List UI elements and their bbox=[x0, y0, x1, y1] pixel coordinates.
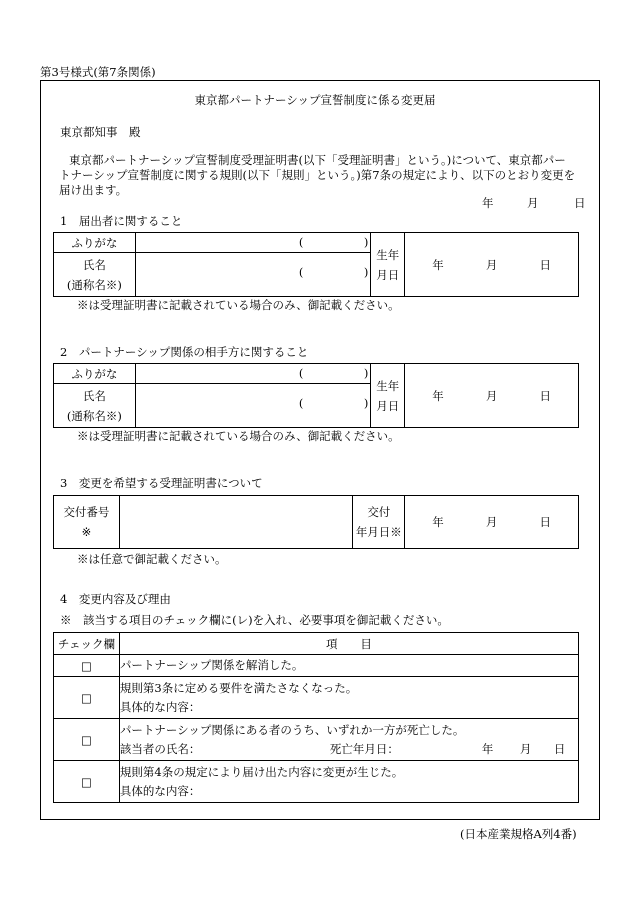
paren-open: ( bbox=[298, 235, 304, 249]
issue-day: 日 bbox=[539, 515, 551, 529]
birth-year: 年 bbox=[432, 257, 444, 272]
date-month: 月 bbox=[527, 196, 539, 210]
name-label: 氏名 bbox=[82, 257, 106, 272]
applicant-table bbox=[53, 232, 579, 297]
birth-label-line1: 生年 bbox=[376, 378, 400, 393]
date-day: 日 bbox=[574, 196, 586, 210]
item-requirements bbox=[119, 677, 578, 719]
paper-size-note: (日本産業規格A列4番) bbox=[460, 827, 577, 841]
checkbox-requirements[interactable]: □ bbox=[54, 677, 120, 719]
item-dissolved: パートナーシップ関係を解消した。 bbox=[119, 655, 578, 677]
item-deceased bbox=[119, 719, 578, 761]
birth-label-line2: 月日 bbox=[376, 267, 400, 282]
intro-line-2: トナーシップ宣誓制度に関する規則(以下「規則」という。)第7条の規定により、以下のとおり変更を bbox=[59, 168, 576, 182]
issue-date-label bbox=[353, 496, 405, 549]
item-requirements-text: 規則第3条に定める要件を満たさなくなった。 bbox=[119, 680, 358, 695]
paren-close: ) bbox=[363, 265, 369, 279]
partner-table bbox=[53, 363, 579, 428]
paren-open: ( bbox=[298, 265, 304, 279]
section4-heading: 4 変更内容及び理由 bbox=[60, 592, 171, 606]
col-check-header: チェック欄 bbox=[54, 633, 120, 655]
applicant-birth-label bbox=[371, 233, 405, 297]
item-content-change-text: 規則第4条の規定により届け出た内容に変更が生じた。 bbox=[119, 764, 404, 779]
birth-year: 年 bbox=[432, 388, 444, 403]
death-month: 月 bbox=[519, 741, 532, 756]
issue-number-label bbox=[54, 496, 120, 549]
partner-furigana-field[interactable] bbox=[135, 364, 370, 384]
partner-furigana-label: ふりがな bbox=[54, 364, 136, 384]
details-label[interactable]: 具体的な内容： bbox=[119, 699, 201, 714]
checkbox-dissolved[interactable]: □ bbox=[54, 655, 120, 677]
partner-birth-field[interactable] bbox=[405, 364, 579, 428]
details-label[interactable]: 具体的な内容： bbox=[119, 783, 201, 798]
death-date-label[interactable]: 死亡年月日： bbox=[329, 741, 399, 756]
alias-label: (通称名※) bbox=[66, 277, 122, 292]
paren-close: ) bbox=[363, 396, 369, 410]
addressee: 東京都知事 殿 bbox=[60, 125, 141, 139]
applicant-furigana-field[interactable] bbox=[135, 233, 370, 253]
partner-name-field[interactable] bbox=[135, 384, 370, 428]
paren-close: ) bbox=[363, 366, 369, 380]
section2-note: ※は受理証明書に記載されている場合のみ、御記載ください。 bbox=[77, 429, 400, 443]
applicant-name-field[interactable] bbox=[135, 253, 370, 297]
birth-label-line1: 生年 bbox=[376, 247, 400, 262]
issue-number-line1: 交付番号 bbox=[63, 505, 110, 519]
date-year: 年 bbox=[482, 196, 494, 210]
issue-date-field[interactable] bbox=[405, 496, 579, 549]
section2-heading: 2 パートナーシップ関係の相手方に関すること bbox=[60, 345, 309, 359]
form-number: 第3号様式(第7条関係) bbox=[40, 65, 156, 79]
partner-name-label bbox=[54, 384, 136, 428]
section3-heading: 3 変更を希望する受理証明書について bbox=[60, 476, 263, 490]
section1-heading: 1 届出者に関すること bbox=[60, 214, 183, 228]
checkbox-content-change[interactable]: □ bbox=[54, 761, 120, 803]
death-year: 年 bbox=[481, 741, 494, 756]
paren-close: ) bbox=[363, 235, 369, 249]
changes-table bbox=[53, 632, 579, 803]
issue-month: 月 bbox=[485, 515, 498, 529]
death-day: 日 bbox=[553, 741, 566, 756]
certificate-table bbox=[53, 495, 579, 549]
applicant-name-label bbox=[54, 253, 136, 297]
partner-birth-label bbox=[371, 364, 405, 428]
item-content-change bbox=[119, 761, 578, 803]
issue-number-line2: ※ bbox=[81, 525, 92, 539]
section3-note: ※は任意で御記載ください。 bbox=[77, 552, 227, 566]
birth-day: 日 bbox=[539, 388, 551, 403]
page-title: 東京都パートナーシップ宣誓制度に係る変更届 bbox=[194, 93, 436, 107]
alias-label: (通称名※) bbox=[66, 408, 122, 423]
applicant-furigana-label: ふりがな bbox=[54, 233, 136, 253]
col-item-header: 項 目 bbox=[119, 633, 578, 655]
item-deceased-text: パートナーシップ関係にある者のうち、いずれか一方が死亡した。 bbox=[119, 722, 465, 737]
birth-month: 月 bbox=[485, 257, 498, 272]
issue-date-line2: 年月日※ bbox=[355, 525, 402, 539]
paren-open: ( bbox=[298, 366, 304, 380]
issue-date-line1: 交付 bbox=[367, 505, 391, 519]
intro-line-3: 届け出ます。 bbox=[59, 183, 128, 197]
issue-number-field[interactable] bbox=[119, 496, 352, 549]
intro-line-1: 東京都パートナーシップ宣誓制度受理証明書(以下「受理証明書」という。)について、東京都パー bbox=[69, 153, 566, 167]
paren-open: ( bbox=[298, 396, 304, 410]
section4-instruction: ※ 該当する項目のチェック欄に(レ)を入れ、必要事項を御記載ください。 bbox=[60, 613, 449, 627]
deceased-name-label[interactable]: 該当者の氏名： bbox=[119, 741, 201, 756]
name-label: 氏名 bbox=[82, 388, 106, 403]
checkbox-deceased[interactable]: □ bbox=[54, 719, 120, 761]
birth-day: 日 bbox=[539, 257, 551, 272]
issue-year: 年 bbox=[432, 515, 444, 529]
section1-note: ※は受理証明書に記載されている場合のみ、御記載ください。 bbox=[77, 298, 400, 312]
applicant-birth-field[interactable] bbox=[405, 233, 579, 297]
birth-month: 月 bbox=[485, 388, 498, 403]
birth-label-line2: 月日 bbox=[376, 398, 400, 413]
